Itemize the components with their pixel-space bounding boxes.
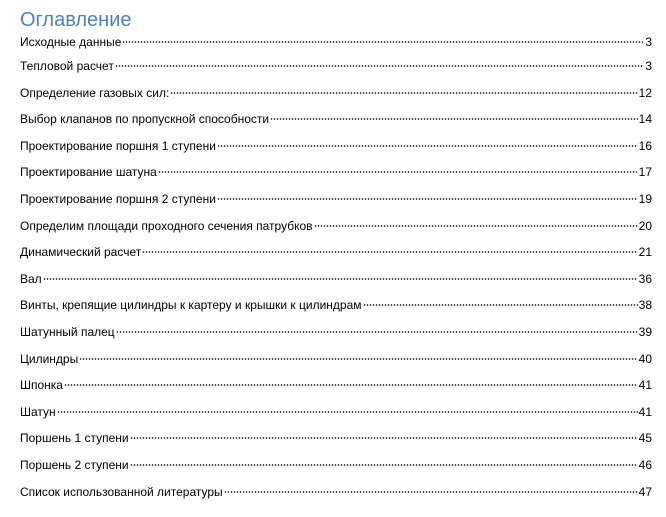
toc-entry-page: 39 [638,324,652,339]
dot-leader [79,358,637,360]
toc-entry-page: 38 [638,298,652,313]
toc-entry-page: 36 [638,271,652,286]
toc-entry-page: 41 [638,404,652,419]
toc-entry-page: 41 [638,378,652,393]
dot-leader [217,145,638,147]
table-of-contents [20,8,652,510]
toc-entry[interactable] [20,218,652,245]
dot-leader [158,171,638,173]
toc-entry-text: Цилиндры [20,351,79,366]
toc-entry-page: 47 [638,484,652,499]
toc-entry-text: Проектирование шатуна [20,165,157,180]
toc-entry-text: Шатунный палец [20,324,115,339]
dot-leader [142,251,637,253]
toc-entry-page: 16 [638,138,652,153]
dot-leader [270,118,638,120]
toc-entry[interactable] [20,85,652,112]
dot-leader [116,331,638,333]
toc-entry[interactable] [20,58,652,85]
toc-entry[interactable] [20,351,652,378]
dot-leader [43,278,638,280]
dot-leader [170,92,637,94]
toc-entry-page: 3 [645,59,652,73]
toc-entry-page: 46 [638,457,652,472]
toc-entry[interactable] [20,191,652,218]
toc-entry-text: Динамический расчет [20,245,142,260]
toc-entry-page: 45 [638,431,652,446]
toc-entry[interactable] [20,324,652,351]
toc-entry-text: Поршень 2 ступени [20,457,129,472]
toc-entry-page: 14 [638,112,652,127]
dot-leader [224,491,638,493]
toc-entry-text: Шпонка [20,378,63,393]
dot-leader [122,41,644,43]
toc-title: Оглавление [20,9,132,31]
toc-entry[interactable] [20,111,652,138]
toc-entry-text: Список использованной литературы [20,484,223,499]
toc-entry[interactable] [20,404,652,431]
toc-entry-page: 20 [638,218,652,233]
toc-entry[interactable] [20,34,652,58]
dot-leader [57,411,638,413]
toc-entry-text: Исходные данные [20,35,122,49]
toc-entry-page: 17 [638,165,652,180]
toc-entry-text: Определим площади проходного сечения патрубков [20,218,313,233]
toc-entry-text: Проектирование поршня 2 ступени [20,191,216,206]
toc-entry[interactable] [20,377,652,404]
toc-entry[interactable] [20,164,652,191]
toc-list [20,34,652,510]
toc-entry[interactable] [20,484,652,511]
dot-leader [363,304,638,306]
toc-entry-page: 21 [638,245,652,260]
toc-entry-text: Выбор клапанов по пропускной способности [20,112,270,127]
toc-entry[interactable] [20,430,652,457]
toc-entry-text: Винты, крепящие цилиндры к картеру и крышки к цилиндрам [20,298,362,313]
toc-entry-page: 19 [638,191,652,206]
dot-leader [64,384,638,386]
dot-leader [314,225,638,227]
toc-entry-page: 12 [638,85,652,100]
toc-entry[interactable] [20,457,652,484]
toc-entry[interactable] [20,297,652,324]
toc-entry-text: Тепловой расчет [20,59,114,73]
toc-entry-text: Вал [20,271,42,286]
toc-entry[interactable] [20,244,652,271]
dot-leader [217,198,638,200]
toc-entry[interactable] [20,271,652,298]
dot-leader [115,65,644,67]
dot-leader [130,437,638,439]
toc-entry-text: Шатун [20,404,56,419]
dot-leader [130,464,638,466]
toc-entry-text: Проектирование поршня 1 ступени [20,138,216,153]
toc-entry-text: Определение газовых сил: [20,85,170,100]
toc-entry-page: 3 [645,35,652,49]
toc-entry[interactable] [20,138,652,165]
toc-entry-page: 40 [638,351,652,366]
toc-entry-text: Поршень 1 ступени [20,431,129,446]
